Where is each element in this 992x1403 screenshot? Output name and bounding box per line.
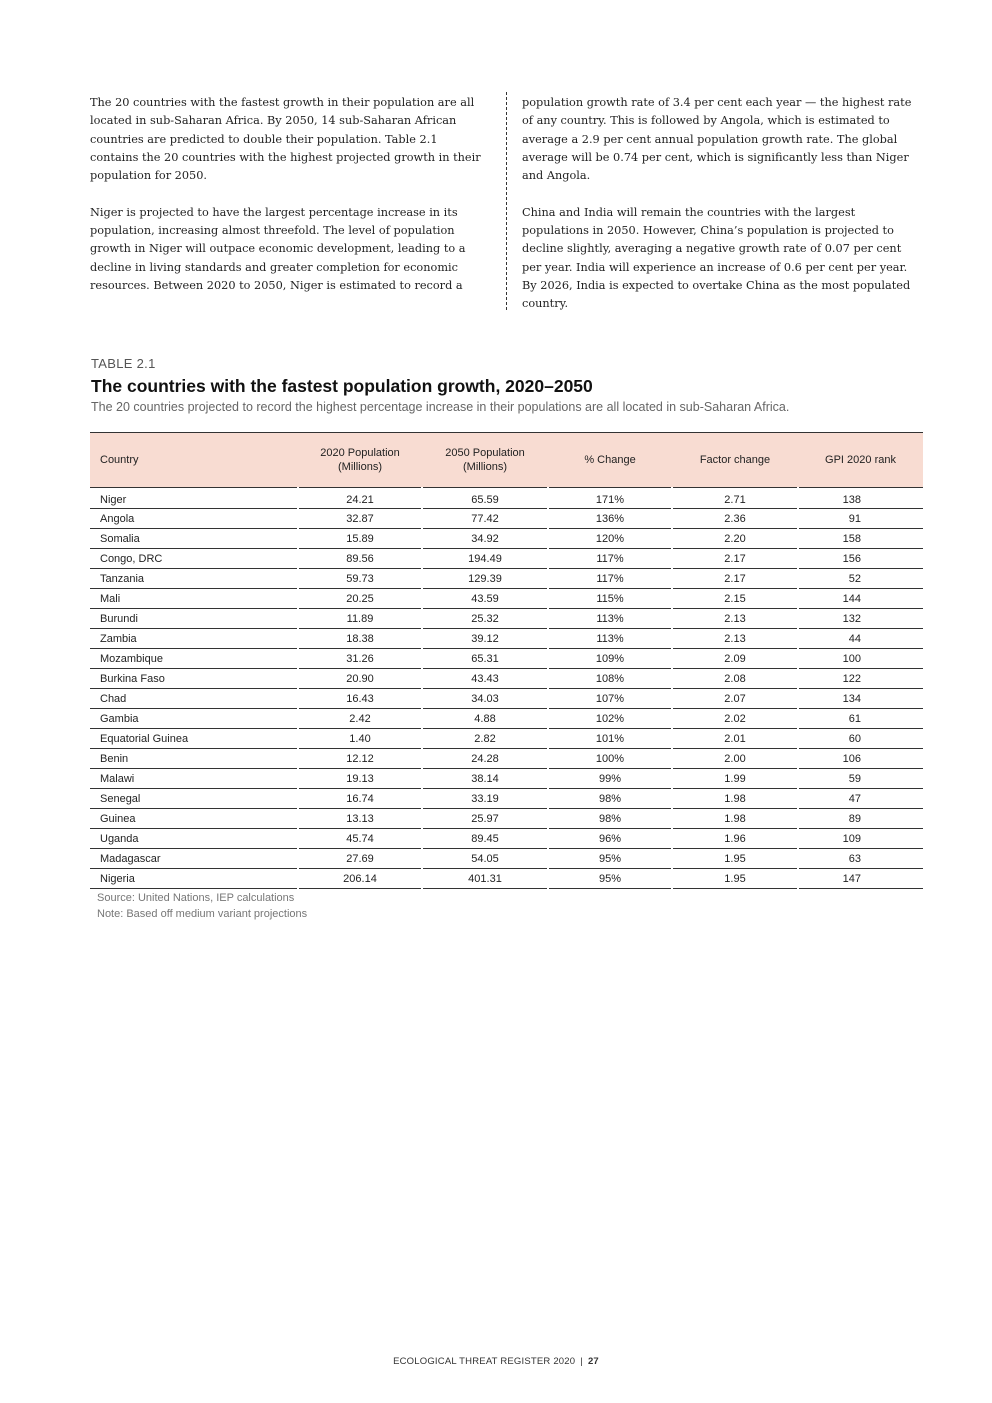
cell-pop-2020: 59.73 (298, 569, 422, 589)
cell-pct-change: 117% (548, 569, 672, 589)
header-pop-2050-line1: 2050 Population (445, 447, 525, 459)
cell-pop-2050: 4.88 (422, 709, 548, 729)
cell-country: Uganda (90, 829, 298, 849)
cell-pop-2050: 34.03 (422, 689, 548, 709)
cell-pct-change: 171% (548, 488, 672, 509)
cell-country: Niger (90, 488, 298, 509)
cell-country: Senegal (90, 789, 298, 809)
cell-gpi-rank: 100 (798, 649, 923, 669)
cell-gpi-rank: 109 (798, 829, 923, 849)
cell-factor-change: 2.71 (672, 488, 798, 509)
cell-factor-change: 1.95 (672, 869, 798, 889)
cell-pop-2050: 2.82 (422, 729, 548, 749)
cell-pop-2020: 32.87 (298, 509, 422, 529)
table-row (90, 549, 923, 569)
cell-pct-change: 107% (548, 689, 672, 709)
cell-country: Angola (90, 509, 298, 529)
cell-pct-change: 95% (548, 869, 672, 889)
cell-factor-change: 2.15 (672, 589, 798, 609)
cell-pop-2020: 12.12 (298, 749, 422, 769)
footer-separator: | (580, 1356, 583, 1367)
cell-pop-2050: 54.05 (422, 849, 548, 869)
table-label: TABLE 2.1 (91, 356, 156, 371)
cell-country: Burkina Faso (90, 669, 298, 689)
cell-gpi-rank: 147 (798, 869, 923, 889)
cell-pop-2020: 24.21 (298, 488, 422, 509)
cell-factor-change: 2.00 (672, 749, 798, 769)
cell-gpi-rank: 61 (798, 709, 923, 729)
header-gpi-rank: GPI 2020 rank (798, 433, 923, 488)
cell-country: Gambia (90, 709, 298, 729)
header-factor-change: Factor change (672, 433, 798, 488)
table-row (90, 729, 923, 749)
cell-country: Equatorial Guinea (90, 729, 298, 749)
cell-pop-2020: 18.38 (298, 629, 422, 649)
cell-factor-change: 1.99 (672, 769, 798, 789)
table-row (90, 769, 923, 789)
cell-factor-change: 2.07 (672, 689, 798, 709)
footer-title: ECOLOGICAL THREAT REGISTER 2020 (393, 1356, 576, 1367)
table-row (90, 789, 923, 809)
body-column-left (90, 94, 484, 314)
cell-gpi-rank: 63 (798, 849, 923, 869)
cell-country: Mozambique (90, 649, 298, 669)
cell-factor-change: 2.36 (672, 509, 798, 529)
cell-factor-change: 2.09 (672, 649, 798, 669)
cell-gpi-rank: 144 (798, 589, 923, 609)
cell-pop-2050: 43.43 (422, 669, 548, 689)
cell-pop-2020: 11.89 (298, 609, 422, 629)
cell-pop-2050: 38.14 (422, 769, 548, 789)
cell-gpi-rank: 106 (798, 749, 923, 769)
cell-factor-change: 1.95 (672, 849, 798, 869)
table-row (90, 509, 923, 529)
cell-pct-change: 136% (548, 509, 672, 529)
cell-gpi-rank: 44 (798, 629, 923, 649)
cell-pop-2020: 19.13 (298, 769, 422, 789)
cell-factor-change: 2.02 (672, 709, 798, 729)
table-row (90, 689, 923, 709)
table-row (90, 709, 923, 729)
cell-pop-2020: 13.13 (298, 809, 422, 829)
cell-factor-change: 1.98 (672, 789, 798, 809)
cell-country: Zambia (90, 629, 298, 649)
cell-pct-change: 98% (548, 809, 672, 829)
cell-pop-2020: 2.42 (298, 709, 422, 729)
table-header-row (90, 433, 923, 488)
table-note: Note: Based off medium variant projections (97, 908, 308, 920)
cell-pct-change: 96% (548, 829, 672, 849)
cell-gpi-rank: 158 (798, 529, 923, 549)
cell-pop-2050: 25.97 (422, 809, 548, 829)
cell-pop-2050: 39.12 (422, 629, 548, 649)
cell-gpi-rank: 138 (798, 488, 923, 509)
paragraph: China and India will remain the countries with the largest populations in 2050. However, China’s population is projected to decline slightly, averaging a negative growth rate of 0.07 per cent per year. India will experience an increase of 0.6 per cent per year. By 2026, India is expected to overtake China as the most populated country. (522, 205, 911, 311)
table-row (90, 609, 923, 629)
cell-pop-2020: 31.26 (298, 649, 422, 669)
cell-pop-2050: 401.31 (422, 869, 548, 889)
cell-country: Tanzania (90, 569, 298, 589)
cell-factor-change: 1.98 (672, 809, 798, 829)
table-title: The countries with the fastest population growth, 2020–2050 (91, 376, 593, 396)
table-row (90, 809, 923, 829)
paragraph: The 20 countries with the fastest growth in their population are all located in sub-Saharan Africa. By 2050, 14 sub-Saharan African countries are predicted to double their population. Table 2.1 contains the 20 countries with the highest projected growth in their population for 2050. (90, 96, 481, 183)
cell-pct-change: 98% (548, 789, 672, 809)
cell-pop-2050: 34.92 (422, 529, 548, 549)
cell-pop-2050: 24.28 (422, 749, 548, 769)
cell-country: Mali (90, 589, 298, 609)
table-subtitle: The 20 countries projected to record the highest percentage increase in their populations are all located in sub-Saharan Africa. (91, 400, 790, 414)
cell-country: Madagascar (90, 849, 298, 869)
table-row (90, 488, 923, 509)
cell-pop-2020: 20.90 (298, 669, 422, 689)
cell-pct-change: 100% (548, 749, 672, 769)
cell-gpi-rank: 91 (798, 509, 923, 529)
table-row (90, 829, 923, 849)
cell-pct-change: 99% (548, 769, 672, 789)
cell-pop-2050: 33.19 (422, 789, 548, 809)
cell-pop-2020: 45.74 (298, 829, 422, 849)
table-row (90, 649, 923, 669)
column-divider (506, 92, 507, 310)
cell-country: Chad (90, 689, 298, 709)
cell-factor-change: 2.17 (672, 549, 798, 569)
cell-factor-change: 2.13 (672, 629, 798, 649)
table-row (90, 529, 923, 549)
cell-pct-change: 115% (548, 589, 672, 609)
table-body (90, 488, 923, 889)
header-pop-2050 (422, 433, 548, 488)
cell-gpi-rank: 47 (798, 789, 923, 809)
cell-pop-2020: 89.56 (298, 549, 422, 569)
table-row (90, 629, 923, 649)
cell-pop-2050: 43.59 (422, 589, 548, 609)
cell-pct-change: 113% (548, 629, 672, 649)
cell-pop-2050: 89.45 (422, 829, 548, 849)
paragraph: Niger is projected to have the largest percentage increase in its population, increasing almost threefold. The level of population growth in Niger will outpace economic development, leading to a decline in living standards and greater completion for economic resources. Between 2020 to 2050, Niger is estimated to record a (90, 205, 466, 292)
cell-pct-change: 109% (548, 649, 672, 669)
table-row (90, 589, 923, 609)
cell-factor-change: 2.13 (672, 609, 798, 629)
cell-factor-change: 2.08 (672, 669, 798, 689)
cell-factor-change: 2.01 (672, 729, 798, 749)
cell-gpi-rank: 59 (798, 769, 923, 789)
cell-pop-2050: 65.31 (422, 649, 548, 669)
cell-pop-2020: 20.25 (298, 589, 422, 609)
cell-factor-change: 1.96 (672, 829, 798, 849)
table-row (90, 849, 923, 869)
table-row (90, 869, 923, 889)
cell-pct-change: 117% (548, 549, 672, 569)
cell-pct-change: 95% (548, 849, 672, 869)
cell-factor-change: 2.20 (672, 529, 798, 549)
body-column-right (522, 94, 924, 332)
cell-gpi-rank: 52 (798, 569, 923, 589)
table-row (90, 569, 923, 589)
cell-gpi-rank: 122 (798, 669, 923, 689)
paragraph: population growth rate of 3.4 per cent each year — the highest rate of any country. This is followed by Angola, which is estimated to average a 2.9 per cent annual population growth rate. The global average will be 0.74 per cent, which is significantly less than Niger and Angola. (522, 96, 912, 183)
page-footer (0, 1356, 992, 1367)
table-row (90, 669, 923, 689)
cell-gpi-rank: 132 (798, 609, 923, 629)
cell-pct-change: 113% (548, 609, 672, 629)
cell-pop-2020: 206.14 (298, 869, 422, 889)
cell-pop-2050: 65.59 (422, 488, 548, 509)
cell-pop-2050: 25.32 (422, 609, 548, 629)
cell-pop-2050: 129.39 (422, 569, 548, 589)
cell-gpi-rank: 89 (798, 809, 923, 829)
table-notes (97, 890, 307, 922)
header-pop-2020-line2: (Millions) (338, 461, 382, 473)
cell-pct-change: 101% (548, 729, 672, 749)
cell-pop-2020: 16.74 (298, 789, 422, 809)
table-source: Source: United Nations, IEP calculations (97, 892, 295, 904)
cell-pop-2020: 1.40 (298, 729, 422, 749)
header-pct-change: % Change (548, 433, 672, 488)
cell-country: Guinea (90, 809, 298, 829)
cell-pct-change: 108% (548, 669, 672, 689)
cell-country: Nigeria (90, 869, 298, 889)
cell-country: Somalia (90, 529, 298, 549)
cell-pop-2020: 16.43 (298, 689, 422, 709)
cell-pop-2020: 27.69 (298, 849, 422, 869)
cell-country: Benin (90, 749, 298, 769)
cell-pop-2020: 15.89 (298, 529, 422, 549)
header-pop-2050-line2: (Millions) (463, 461, 507, 473)
header-pop-2020 (298, 433, 422, 488)
cell-factor-change: 2.17 (672, 569, 798, 589)
header-country: Country (90, 433, 298, 488)
cell-pct-change: 120% (548, 529, 672, 549)
cell-gpi-rank: 60 (798, 729, 923, 749)
population-growth-table (90, 432, 923, 889)
page-number: 27 (587, 1356, 599, 1367)
cell-pct-change: 102% (548, 709, 672, 729)
cell-country: Malawi (90, 769, 298, 789)
cell-country: Burundi (90, 609, 298, 629)
cell-gpi-rank: 134 (798, 689, 923, 709)
cell-country: Congo, DRC (90, 549, 298, 569)
cell-pop-2050: 194.49 (422, 549, 548, 569)
cell-pop-2050: 77.42 (422, 509, 548, 529)
table-row (90, 749, 923, 769)
header-pop-2020-line1: 2020 Population (320, 447, 400, 459)
cell-gpi-rank: 156 (798, 549, 923, 569)
